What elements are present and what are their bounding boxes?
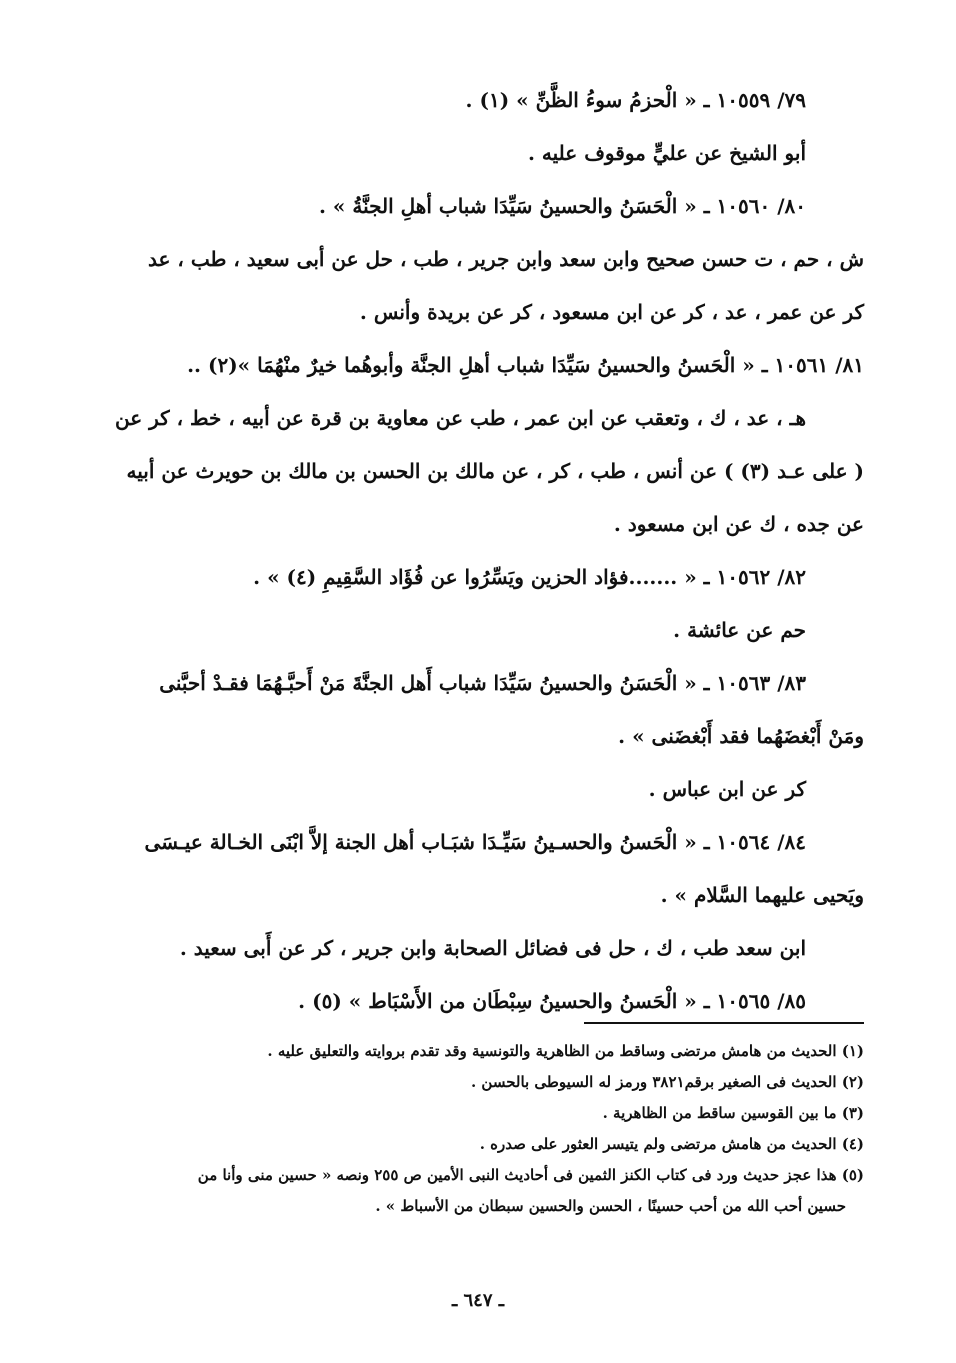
page-number: ـ ٦٤٧ ـ: [451, 1290, 505, 1311]
footnote: حسين أحب الله من أحب حسينًا ، الحسن والحسين سبطان من الأسباط » .: [375, 1197, 846, 1215]
footnote: (٣) ما بين القوسين ساقط من الظاهرية .: [602, 1104, 864, 1122]
text-line: حم عن عائشة .: [673, 618, 806, 642]
text-line: ابن سعد طب ، ك ، حل فى فضائل الصحابة وابن جرير ، كر عن أَبى سعيد .: [179, 936, 806, 960]
text-line: ٨٢/ ١٠٥٦٢ ـ « .......فؤاد الحزين ويَسِّرُوا عن فُؤَاد السَّقِيمِ (٤) » .: [253, 565, 806, 589]
footnotes: [100, 1036, 864, 1222]
footnote: (٥) هذا عجز حديث ورد فى كتاب الكنز الثمين فى أحاديث النبى الأمين ص ٢٥٥ ونصه « حسين منى وأنا من: [197, 1166, 864, 1184]
text-line: ش ، حم ، ت حسن صحيح وابن سعد وابن جرير ، طب ، حل عن أبى سعيد ، طب ، عد: [148, 247, 864, 271]
text-line: عن جده ، ك عن ابن مسعود .: [613, 512, 864, 536]
text-line: ٨١/ ١٠٥٦١ ـ « الْحَسنُ والحسينُ سَيِّدَا شباب أهلِ الجنَّة وأبوهُما خيرٌ منْهُمَا »(٢) ..: [187, 353, 864, 377]
text-line: ويَحيى عليهما السَّلام » .: [660, 883, 864, 907]
text-line: هـ ، عد ، ك ، وتعقب عن ابن عمر ، طب عن معاوية بن قرة عن أبيه ، خط ، كر عن: [115, 406, 806, 430]
text-line: أبو الشيخ عن عليٍّ موقوف عليه .: [528, 141, 806, 165]
text-line: كر عن ابن عباس .: [648, 777, 806, 801]
footnote: (١) الحديث من هامش مرتضى وساقط من الظاهرية والتونسية وقد تقدم بروايته والتعليق عليه .: [267, 1042, 864, 1060]
main-text: [100, 74, 864, 1028]
footnote: (٢) الحديث فى الصغير برقم٣٨٢١ ورمز له السيوطى بالحسن .: [470, 1073, 864, 1091]
text-line: ٨٤/ ١٠٥٦٤ ـ « الْحَسنُ والحسـينُ سَيِّـدَا شبَـاب أهل الجنة إلاَّ ابْنَى الخـالة عيـسَى: [144, 830, 806, 854]
text-line: كر عن عمر ، عد ، كر عن ابن مسعود ، كر عن بريدة وأنس .: [359, 300, 864, 324]
text-line: ٧٩/ ١٠٥٥٩ ـ « الْحزمُ سوءُ الظَّنِّ » (١) .: [465, 88, 806, 112]
text-line: ٨٥/ ١٠٥٦٥ ـ « الْحَسنُ والحسينُ سِبْطَان من الأَسْبَاط » (٥) .: [298, 989, 806, 1013]
footnote-separator: [584, 1022, 864, 1024]
text-line: ( على عـد (٣) ) عن أنس ، طب ، كر ، عن مالك بن الحسن بن مالك بن حويرث عن أبيه: [126, 459, 864, 483]
text-line: ٨٣/ ١٠٥٦٣ ـ « الْحَسَنُ والحسينُ سَيِّدَا شباب أَهل الجنَّةَ مَنْ أَحبَّـهُمَا فقـدْ أحبَّنى: [159, 671, 806, 695]
text-line: ومَنْ أَبْغضَهُما فقد أَبْغضَنى » .: [618, 724, 864, 748]
text-line: ٨٠/ ١٠٥٦٠ ـ « الْحَسَنُ والحسينُ سَيِّدَا شباب أهلِ الجنَّةُ » .: [318, 194, 806, 218]
footnote: (٤) الحديث من هامش مرتضى ولم يتيسر العثور على صدره .: [479, 1135, 864, 1153]
